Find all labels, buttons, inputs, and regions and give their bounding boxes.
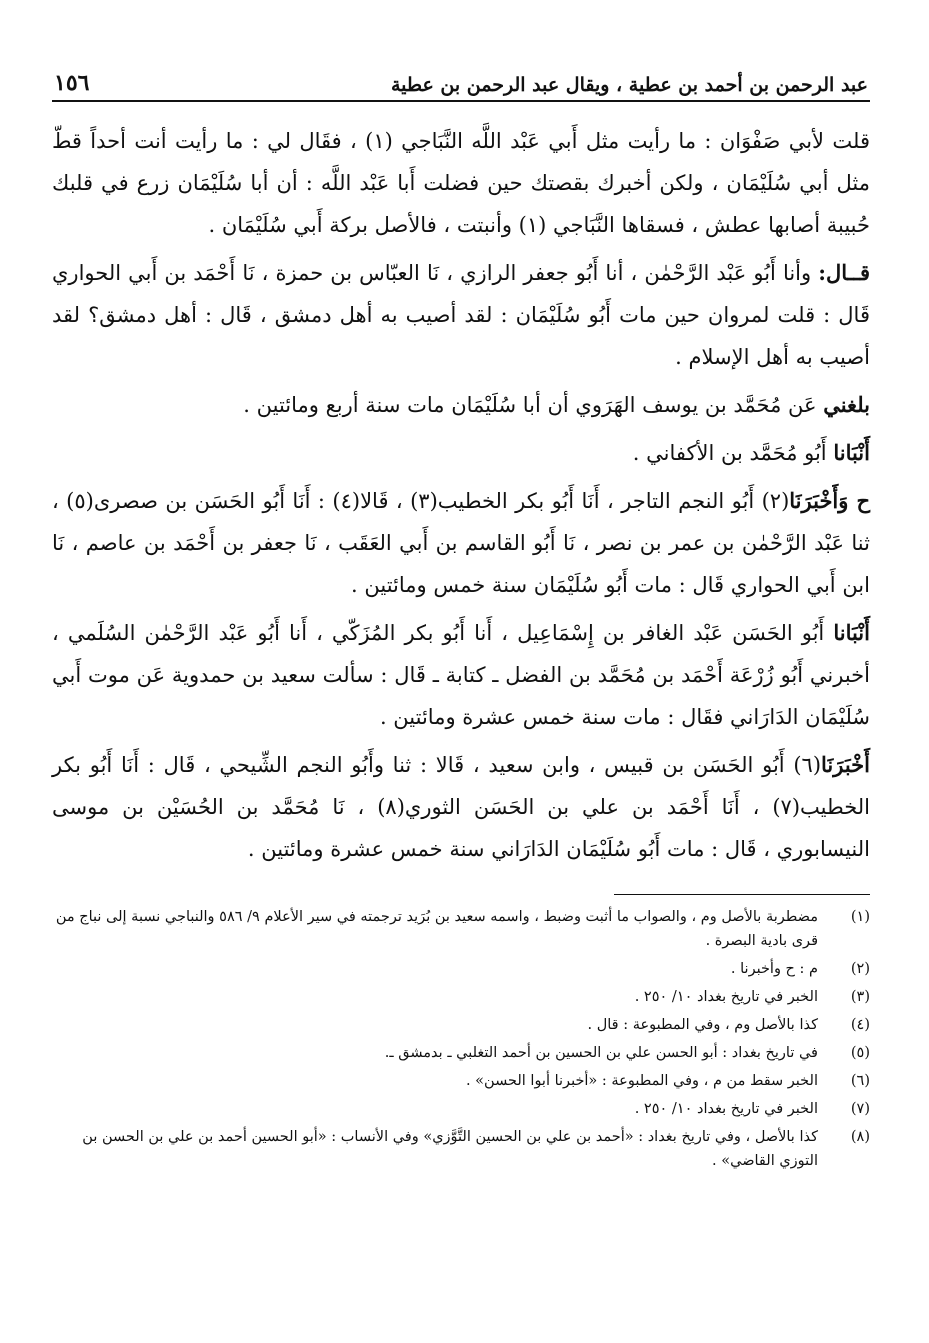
main-text <box>52 120 870 870</box>
footnote <box>52 1013 870 1037</box>
footnote <box>52 957 870 981</box>
footnote-number: (٥) <box>850 1045 870 1061</box>
paragraph-lead: ح وَأَخْبَرَنَا <box>789 488 871 513</box>
footnote-number: (٧) <box>850 1101 870 1117</box>
running-title: عبد الرحمن بن أحمد بن عطية ، ويقال عبد الرحمن بن عطية <box>390 74 868 96</box>
paragraph-lead: أَخْبَرَنَا <box>821 752 870 777</box>
footnote-text: كذا بالأصل وم ، وفي المطبوعة : قال . <box>587 1017 818 1033</box>
paragraph-lead: أَنْبَانا <box>833 620 870 645</box>
paragraph: ح وَأَخْبَرَنَا(٢) أَبُو النجم التاجر ، أَنَا أَبُو بكر الخطيب(٣) ، قَالا(٤) : أَنَا أَبُو الحَسَن بن صصرى(٥) ، ثنا عَبْد الرَّحْمٰن بن عمر بن نصر ، نَا أَبُو القاسم بن أَبي العَقَب ، نَا جعفر بن أَحْمَد بن عاصم ، نَا ابن أَبي الحواري قَال : مات أَبُو سُلَيْمَان سنة خمس ومائتين . <box>52 488 871 597</box>
book-page <box>52 60 870 1177</box>
paragraph: أَنْبَانا أَبُو الحَسَن عَبْد الغافر بن إِسْمَاعِيل ، أَنا أَبُو بكر المُزَكّي ، أَنا أَبُو عَبْد الرَّحْمٰن السُلَمي ، أخبرني أَبُو زُرْعَة أَحْمَد بن مُحَمَّد بن الفضل ـ كتابة ـ قَال : سألت سعيد بن حمدوية عَن موت أَبي سُلَيْمَان الدَارَاني فقَال : مات سنة خمس عشرة ومائتين . <box>52 620 870 729</box>
footnote-divider <box>614 894 870 895</box>
footnote-number: (١) <box>850 909 870 925</box>
footnote-number: (٨) <box>850 1129 870 1145</box>
paragraph-lead: قــال: <box>818 260 870 285</box>
footnote <box>52 1069 870 1093</box>
paragraph: قــال: وأنا أَبُو عَبْد الرَّحْمٰن ، أنا أَبُو جعفر الرازي ، نَا العبّاس بن حمزة ، نَا أَحْمَد بن أَبي الحواري قَال : قلت لمروان حين مات أَبُو سُلَيْمَان : لقد أصيب به أهل دمشق ، قَال : أهل دمشق؟ لقد أصيب به أهل الإسلام . <box>52 260 870 369</box>
footnote-text: الخبر سقط من م ، وفي المطبوعة : «أخبرنا أبوا الحسن» . <box>465 1073 818 1089</box>
footnote-number: (٤) <box>850 1017 870 1033</box>
footnote-text: في تاريخ بغداد : أبو الحسن علي بن الحسين بن أحمد التغلبي ـ بدمشق ـ. <box>384 1045 818 1061</box>
footnote-number: (٦) <box>850 1073 870 1089</box>
paragraph: أَخْبَرَنَا(٦) أَبُو الحَسَن بن قبيس ، وابن سعيد ، قَالا : ثنا وأَبُو النجم الشِّيحي ، قَال : أَنَا أَبُو بكر الخطيب(٧) ، أَنَا أَحْمَد بن علي بن الحَسَن الثوري(٨) ، نَا مُحَمَّد بن الحُسَيْن بن موسى النيسابوري ، قَال : مات أَبُو سُلَيْمَان الدَارَاني سنة خمس عشرة ومائتين . <box>52 752 870 861</box>
footnote <box>52 1125 870 1173</box>
footnote-number: (٣) <box>850 989 870 1005</box>
page-number: ١٥٦ <box>54 70 90 96</box>
footnote <box>52 905 870 953</box>
footnote-text: كذا بالأصل ، وفي تاريخ بغداد : «أحمد بن علي بن الحسين التَّوَّزي» وفي الأنساب : «أبو الحسين أحمد بن علي بن الحسن بن التوزي القاضي» . <box>82 1129 818 1169</box>
footnote <box>52 985 870 1009</box>
paragraph-lead: بلغني <box>823 392 870 417</box>
running-header <box>52 60 870 102</box>
footnote-text: الخبر في تاريخ بغداد ١٠/ ٢٥٠ . <box>634 1101 818 1117</box>
footnote-number: (٢) <box>850 961 870 977</box>
paragraph: بلغني عَن مُحَمَّد بن يوسف الهَرَوي أن أبا سُلَيْمَان مات سنة أربع ومائتين . <box>243 392 870 417</box>
footnote-text: مضطربة بالأصل وم ، والصواب ما أثبت وضبط ، واسمه سعيد بن بُرَيد ترجمته في سير الأعلام ٩/ ٥٨٦ والنباجي نسبة إلى نباج من قرى بادية البصرة . <box>55 909 818 949</box>
footnote-text: الخبر في تاريخ بغداد ١٠/ ٢٥٠ . <box>634 989 818 1005</box>
footnote <box>52 1041 870 1065</box>
footnote <box>52 1097 870 1121</box>
footnotes <box>52 905 870 1173</box>
paragraph: أَنْبَانا أَبُو مُحَمَّد بن الأكفاني . <box>632 440 870 465</box>
paragraph: قلت لأبي صَفْوَان : ما رأيت مثل أَبي عَبْد اللَّه النَّبَاجي (١) ، فقَال لي : ما رأيت أنت أحداً قطّ مثل أبي سُلَيْمَان ، ولكن أخبرك بقصتك حين فضلت أَبا عَبْد اللَّه : أن أبا سُلَيْمَان زرع في قلبك حُبيبة أصابها عطش ، فسقاها النَّبَاجي (١) وأنبتت ، فالأصل بركة أَبي سُلَيْمَان . <box>52 129 870 237</box>
footnote-text: م : ح وأخبرنا . <box>730 961 818 977</box>
paragraph-lead: أَنْبَانا <box>833 440 870 465</box>
